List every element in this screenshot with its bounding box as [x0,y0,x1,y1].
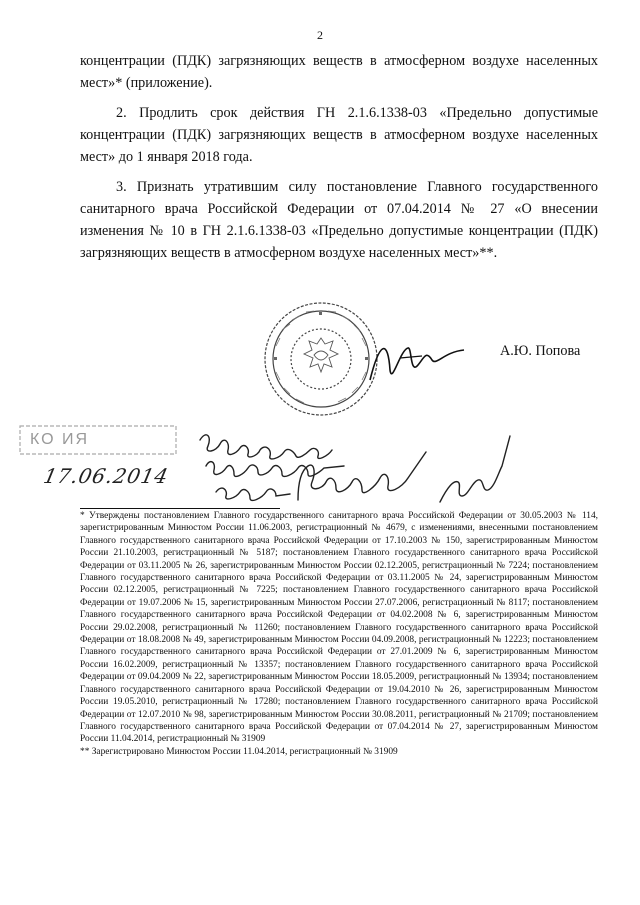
paragraph-3: 3. Признать утратившим силу постановление Главного государственного санитарного врача Российской Федерации от 07.04.2014 № 27 «О внесении изменения № 10 в ГН 2.1.6.1338-03 «Предельно допустимые концентрации (ПДК) загрязняющих веществ в атмосферном воздухе населенных мест»**. [80,179,598,261]
main-text [80,50,598,272]
footnote-1: * Утверждены постановлением Главного государственного санитарного врача Российской Федерации от 30.05.2003 № 114, зарегистрированным Минюстом России 11.06.2003, регистрационный № 4679, с изменениями, внесенными постановлением Главного государственного санитарного врача Российской Федерации от 17.10.2003 № 150, зарегистрированным Минюстом России 21.10.2003, регистрационный № 5187; постановлением Главного государственного санитарного врача Российской Федерации от 03.11.2005 № 26, зарегистрированным Минюстом России 02.12.2005, регистрационный № 7224; постановлением Главного государственного санитарного врача Российской Федерации от 03.11.2005 № 24, зарегистрированным Минюстом России 02.12.2005, регистрационный № 7225; постановлением Главного государственного санитарного врача Российской Федерации от 19.07.2006 № 15, зарегистрированным Минюстом России 27.07.2006, регистрационный № 8117; постановлением Главного государственного санитарного врача Российской Федерации от 04.02.2008 № 6, зарегистрированным Минюстом России 29.02.2008, регистрационный № 11260; постановлением Главного государственного санитарного врача Российской Федерации от 18.08.2008 № 49, зарегистрированным Минюстом России 04.09.2008, регистрационный № 12223; постановлением Главного государственного санитарного врача Российской Федерации от 27.01.2009 № 6, зарегистрированным Минюстом России 16.02.2009, регистрационный № 13357; постановлением Главного государственного санитарного врача Российской Федерации от 09.04.2009 № 22, зарегистрированным Минюстом России 18.05.2009, регистрационный № 13934; постановлением Главного государственного санитарного врача Российской Федерации от 19.04.2010 № 26, зарегистрированным Минюстом России 19.05.2010, регистрационный № 17280; постановлением Главного государственного санитарного врача Российской Федерации от 12.07.2010 № 98, зарегистрированным Минюстом России 30.08.2011, регистрационный № 21709; постановлением Главного государственного санитарного врача Российской Федерации от 07.04.2014 № 27, зарегистрированным Минюстом России 11.04.2014, регистрационный № 31909 [80,511,598,745]
signature-scribble [360,330,470,390]
paragraph-1: концентрации (ПДК) загрязняющих веществ в атмосферном воздухе населенных мест»* (приложение). [80,53,598,91]
footnote-2: ** Зарегистрировано Минюстом России 11.04.2014, регистрационный № 31909 [80,746,398,757]
footnote-separator [80,508,280,509]
copy-stamp-text: КО ИЯ [30,431,90,448]
paragraph-2: 2. Продлить срок действия ГН 2.1.6.1338-03 «Предельно допустимые концентрации (ПДК) загрязняющих веществ в атмосферном воздухе населенных мест» до 1 января 2018 года. [80,105,598,165]
page-number: 2 [317,28,323,42]
footnotes [80,510,598,758]
signer-name: А.Ю. Попова [500,343,581,359]
handwritten-date: 17.06.2014 [41,464,172,488]
